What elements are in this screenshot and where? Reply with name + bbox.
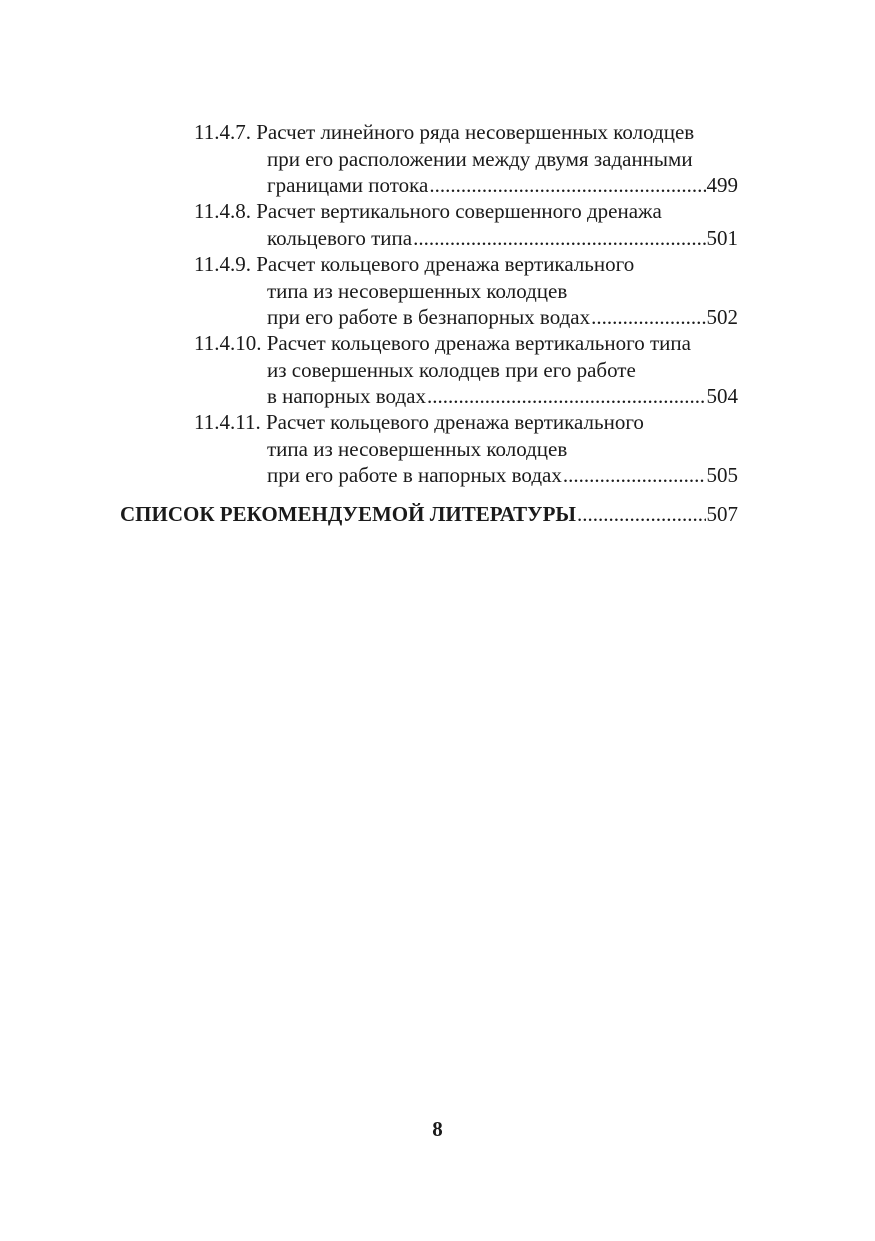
- entry-title: Расчет линейного ряда несовершенных колодцев: [256, 120, 695, 144]
- entry-title-end: кольцевого типа: [267, 226, 413, 250]
- toc-entry-11-4-10-line-3[interactable]: [267, 383, 738, 409]
- entry-title: Расчет кольцевого дренажа вертикального: [256, 252, 635, 276]
- toc-entry-11-4-11-line-3[interactable]: [267, 462, 738, 488]
- page-number: 8: [432, 1117, 443, 1141]
- references-page-number: 507: [706, 502, 738, 526]
- entry-title-end: границами потока: [267, 173, 429, 197]
- dot-leader: [427, 383, 706, 409]
- entry-page-number: 505: [706, 463, 738, 487]
- entry-title: Расчет кольцевого дренажа вертикального: [265, 410, 644, 434]
- toc-entry-11-4-7-line-2: при его расположении между двумя заданными: [267, 147, 693, 171]
- toc-entry-11-4-8-line-1: [194, 198, 662, 224]
- dot-leader: [413, 225, 705, 251]
- entry-page-number: 504: [706, 384, 738, 408]
- entry-page-number: 499: [706, 173, 738, 197]
- dot-leader: [429, 172, 705, 198]
- toc-entry-11-4-9-line-1: [194, 251, 634, 277]
- entry-title: Расчет вертикального совершенного дренажа: [256, 199, 662, 223]
- toc-entry-11-4-9-line-2: типа из несовершенных колодцев: [267, 279, 568, 303]
- dot-leader: [563, 462, 706, 488]
- entry-number: 11.4.8.: [194, 199, 251, 223]
- entry-number: 11.4.9.: [194, 252, 251, 276]
- toc-entry-11-4-8-line-2[interactable]: [267, 225, 738, 251]
- dot-leader: [591, 304, 705, 330]
- entry-number: 11.4.11.: [194, 410, 261, 434]
- toc-entry-11-4-10-line-2: из совершенных колодцев при его работе: [267, 358, 636, 382]
- toc-entry-11-4-7-line-3[interactable]: [267, 172, 738, 198]
- entry-title-end: при его работе в напорных водах: [267, 463, 562, 487]
- references-title: СПИСОК РЕКОМЕНДУЕМОЙ ЛИТЕРАТУРЫ: [120, 502, 577, 526]
- entry-title-end: при его работе в безнапорных водах: [267, 305, 591, 329]
- entry-number: 11.4.10.: [194, 331, 262, 355]
- table-of-contents: [0, 0, 875, 600]
- entry-page-number: 502: [706, 305, 738, 329]
- toc-entry-11-4-11-line-2: типа из несовершенных колодцев: [267, 437, 568, 461]
- dot-leader: [577, 501, 705, 527]
- entry-title-end: в напорных водах: [267, 384, 426, 408]
- toc-entry-11-4-7-line-1: [194, 119, 694, 145]
- toc-entry-references[interactable]: [120, 501, 738, 527]
- entry-page-number: 501: [706, 226, 738, 250]
- entry-number: 11.4.7.: [194, 120, 251, 144]
- toc-entry-11-4-9-line-3[interactable]: [267, 304, 738, 330]
- entry-title: Расчет кольцевого дренажа вертикального типа: [266, 331, 691, 355]
- toc-entry-11-4-11-line-1: [194, 409, 644, 435]
- toc-entry-11-4-10-line-1: [194, 330, 691, 356]
